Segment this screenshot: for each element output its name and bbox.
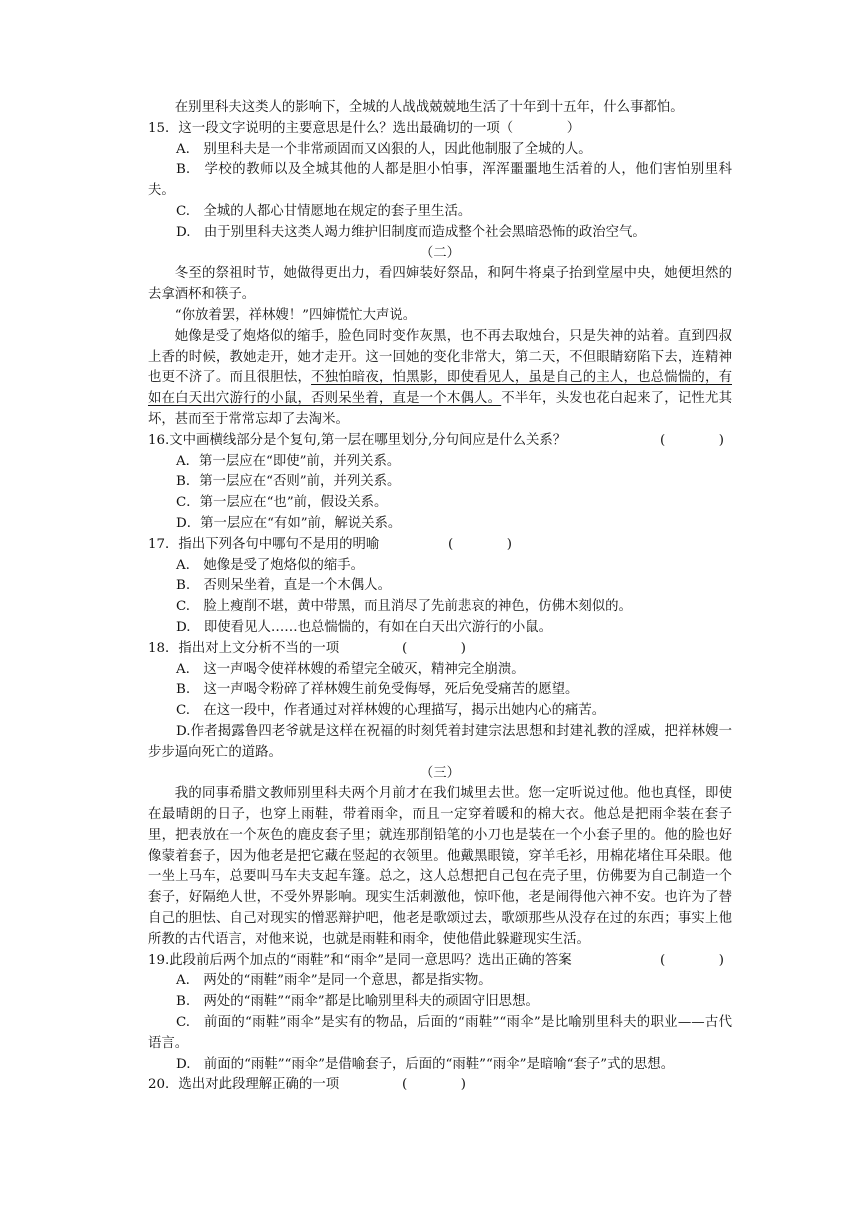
q19-stem-row xyxy=(148,951,732,972)
q19-option-d: D. 前面的“雨鞋”“雨伞”是借喻套子，后面的“雨鞋”“雨伞”是暗喻“套子”式的思想。 xyxy=(176,1056,675,1072)
intro-paragraph: 在别里科夫这类人的影响下，全城的人战战兢兢地生活了十年到十五年，什么事都怕。 xyxy=(174,100,684,115)
q18-option-b: B. 这一声喝令粉碎了祥林嫂生前免受侮辱，死后免受痛苦的愿望。 xyxy=(176,682,579,698)
q19-answer-paren: ( ) xyxy=(660,952,725,968)
q17-option-b: B. 否则呆坐着，直是一个木偶人。 xyxy=(176,578,391,594)
section-2-p3-text-before: 她像是受了炮烙似的缩手，脸色同时变作灰黑，也不再去取烛台，只是失神的站着。直到四叔上香的时候，教她走开，她才走开。这一回她的变化非常大，第二天，不但眼睛窈陷下去，连精神也更不济了。而且很胆怯， xyxy=(148,328,732,386)
q17-stem: 17．指出下列各句中哪句不是用的明喻 xyxy=(148,536,380,552)
underlined-sentence: 不独怕暗夜，怕黑影，即使看见人，虽是自己的主人，也总惴惴的，有如在白天出穴游行的小鼠，否则呆坐着，直是一个木偶人。 xyxy=(148,370,732,407)
q19-option-b: B. 两处的“雨鞋”“雨伞”都是比喻别里科夫的顽固守旧思想。 xyxy=(176,994,539,1010)
q19-option-c: C. 前面的“雨鞋”雨伞”是实有的物品，后面的“雨鞋”“雨伞”是比喻别里科夫的职业——古代语言。 xyxy=(148,1015,732,1051)
section-2-paragraph-2: “你放着罢，祥林嫂！”四婶慌忙大声说。 xyxy=(174,307,417,323)
q16-option-a: A．第一层应在“即使”前，并列关系。 xyxy=(176,453,401,469)
q18-option-a: A. 这一声喝令使祥林嫂的希望完全破灭，精神完全崩溃。 xyxy=(176,661,525,677)
q19-option-a: A. 两处的“雨鞋”雨伞”是同一个意思，都是指实物。 xyxy=(176,973,492,989)
q18-option-d: D.作者揭露鲁四老爷就是这样在祝福的时刻凭着封建宗法思想和封建礼教的淫威，把祥林嫂一步步逼向死亡的道路。 xyxy=(148,723,732,760)
q17-option-d: D. 即使看见人……也总惴惴的，有如在白天出穴游行的小鼠。 xyxy=(176,619,553,635)
q15-option-b: B. 学校的教师以及全城其他的人都是胆小怕事，浑浑噩噩地生活着的人，他们害怕别里科夫。 xyxy=(148,162,732,199)
q18-stem-row xyxy=(148,639,732,660)
q16-stem: 16.文中画横线部分是个复句,第一层在哪里划分,分句间应是什么关系？ xyxy=(148,432,567,448)
q17-option-c: C. 脸上瘦削不堪，黄中带黑，而且消尽了先前悲哀的神色，仿佛木刻似的。 xyxy=(176,599,632,615)
q19-stem: 19.此段前后两个加点的“雨鞋”和“雨伞”是同一意思吗？选出正确的答案 xyxy=(148,952,572,968)
q20-stem-row xyxy=(148,1075,732,1096)
q17-stem-row xyxy=(148,535,732,556)
q18-option-c: C. 在这一段中，作者通过对祥林嫂的心理描写，揭示出她内心的痛苦。 xyxy=(176,703,606,719)
q17-option-a: A. 她像是受了炮烙似的缩手。 xyxy=(176,557,365,573)
section-2-paragraph-1: 冬至的祭祖时节，她做得更出力，看四婶装好祭品，和阿牛将桌子抬到堂屋中央，她便坦然的去拿酒杯和筷子。 xyxy=(148,266,732,303)
q16-stem-row xyxy=(148,431,732,452)
section-2-paragraph-3 xyxy=(148,327,732,431)
q16-option-b: B．第一层应在“否则”前，并列关系。 xyxy=(176,474,401,490)
q18-answer-paren: ( ) xyxy=(402,640,467,656)
q15-option-d: D. 由于别里科夫这类人竭力维护旧制度而造成整个社会黑暗恐怖的政治空气。 xyxy=(176,224,646,240)
q16-option-d: D．第一层应在“有如”前，解说关系。 xyxy=(176,515,402,531)
section-2-p3-text-after: 不半年，头发也花白起来了，记性尤其坏，甚而至于常常忘却了去淘米。 xyxy=(148,391,732,427)
section-2-heading: （二） xyxy=(419,245,461,261)
q20-stem: 20．选出对此段理解正确的一项 xyxy=(148,1077,340,1093)
q15-option-a: A. 别里科夫是一个非常顽固而又凶狠的人，因此他制服了全城的人。 xyxy=(176,141,592,157)
q16-option-c: C．第一层应在“也”前，假设关系。 xyxy=(176,495,388,511)
q18-stem: 18．指出对上文分析不当的一项 xyxy=(148,640,340,656)
q16-answer-paren: ( ) xyxy=(660,432,725,448)
section-3-paragraph: 我的同事希腊文教师别里科夫两个月前才在我们城里去世。您一定听说过他。他也真怪，即使在最晴朗的日子，也穿上雨鞋，带着雨伞，而且一定穿着暖和的棉大衣。他总是把雨伞装在套子里，把表放在一个灰色的鹿皮套子里；就连那削铅笔的小刀也是装在一个小套子里的。他的脸也好像蒙着套子，因为他老是把它藏在竖起的衣领里。他戴黑眼镜，穿羊毛衫，用棉花堵住耳朵眼。他一坐上马车，总要叫马车夫支起车篷。总之，这人总想把自己包在壳子里，仿佛要为自己制造一个套子，好隔绝人世，不受外界影响。现实生活刺激他，惊吓他，老是闹得他六神不安。也许为了替自己的胆怯、自己对现实的憎恶辩护吧，他老是歌颂过去，歌颂那些从没存在过的东西；事实上他所教的古代语言，对他来说，也就是雨鞋和雨伞，使他借此躲避现实生活。 xyxy=(148,786,732,947)
q15-stem: 15．这一段文字说明的主要意思是什么？选出最确切的一项（ ） xyxy=(148,120,581,136)
document-page xyxy=(148,98,732,1096)
q15-option-c: C. 全城的人都心甘情愿地在规定的套子里生活。 xyxy=(176,203,472,219)
section-3-heading: （三） xyxy=(419,765,461,781)
q20-answer-paren: ( ) xyxy=(402,1077,467,1093)
q17-answer-paren: ( ) xyxy=(448,536,513,552)
